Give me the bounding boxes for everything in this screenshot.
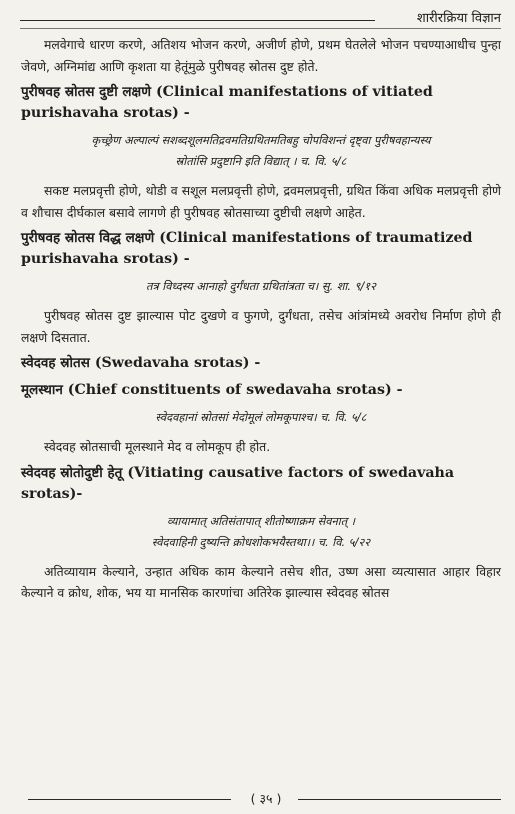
verse-sushruta-9-12: तत्र विध्दस्य आनाहो दुर्गंधता ग्रथितांत्रता च। सु. शा. ९/१२ [146, 280, 376, 293]
page-number: ( ३५ ) [250, 791, 282, 806]
header-rule [20, 20, 375, 21]
running-title: शारीरक्रिया विज्ञान [416, 11, 501, 26]
heading-english: (Vitiating causative factors of swedavaha srotas)- [21, 464, 455, 502]
heading-swedavaha-causes [21, 463, 501, 505]
paragraph-mulasthana: स्वेदवह स्रोतसाची मूलस्थाने मेद व लोमकूप ही होत. [44, 439, 271, 454]
paragraph-causes-purishavaha: मलवेगाचे धारण करणे, अतिशय भोजन करणे, अजीर्ण होणे, प्रथम घेतलेले भोजन पचण्याआधीच पुन्हा जेवणे, अग्निमांद्य आणि कृशता या हेतूंमुळे पुरीषवह स्रोतस दुष्ट होते. [21, 37, 501, 74]
verse-line: स्वेदवाहिनी दुष्यन्ति क्रोधशोकभयैस्तथा।। च. वि. ५/२२ [151, 535, 371, 549]
paragraph-swedavaha-causes: अतिव्यायाम केल्याने, उन्हात अधिक काम केल्याने तसेच शीत, उष्ण असा व्यत्यासात आहार विहार केल्याने व क्रोध, शोक, भय या मानसिक कारणांचा अतिरेक झाल्यास स्वेदवह स्रोतस [21, 563, 501, 600]
footer-rule-left [28, 799, 231, 800]
verse-charaka-5-8-sweda: स्वेदवहानां स्रोतसां मेदोमूलं लोमकूपाश्च। च. वि. ५/८ [155, 411, 367, 424]
verse-charaka-5-8-purisha [21, 130, 501, 172]
heading-marathi: स्वेदवह स्रोतस [21, 355, 90, 371]
heading-marathi: स्वेदवह स्रोतोदुष्टी हेतू [21, 464, 123, 481]
heading-mulasthana [21, 380, 501, 401]
heading-marathi: पुरीषवह स्रोतस दुष्टी लक्षणे [21, 84, 151, 100]
paragraph-symptoms-traumatized: पुरीषवह स्रोतस दुष्ट झाल्यास पोट दुखणे व फुगणे, दुर्गंधता, तसेच आंत्रांमध्ये अवरोध निर्माण होणे ही लक्षणे दिसतात. [21, 308, 501, 345]
verse-charaka-5-22 [21, 511, 501, 553]
verse-line: व्यायामात् अतिसंतापात् शीतोष्णाक्रम सेवनात् । [166, 514, 356, 528]
header-underline [20, 28, 501, 29]
heading-marathi: पुरीषवह स्रोतस विद्ध लक्षणे [21, 230, 155, 246]
running-header [20, 6, 501, 28]
heading-vitiated-purishavaha [21, 82, 501, 124]
heading-swedavaha-srotas [21, 353, 501, 374]
paragraph-symptoms-vitiated: सकष्ट मलप्रवृत्ती होणे, थोडी व सशूल मलप्रवृत्ती होणे, द्रवमलप्रवृत्ती, ग्रथित किंवा अधिक मलप्रवृत्ती होणे व शौचास दीर्घकाल बसावे लागणे ही पुरीषवह स्रोतसाच्या दुष्टीची लक्षणे आहेत. [21, 183, 501, 220]
heading-english: (Chief constituents of swedavaha srotas) - [67, 382, 403, 398]
footer-rule-right [298, 799, 501, 800]
verse-line: स्रोतांसि प्रदुष्टानि इति विद्यात् । च. वि. ५/८ [175, 155, 347, 168]
heading-english: (Clinical manifestations of traumatized purishavaha srotas) - [21, 230, 473, 267]
page-footer [28, 790, 501, 808]
heading-marathi: मूलस्थान [21, 382, 63, 398]
heading-english: (Swedavaha srotas) - [94, 355, 261, 371]
page-body [21, 34, 501, 609]
heading-traumatized-purishavaha [21, 228, 501, 270]
heading-english: (Clinical manifestations of vitiated purishavaha srotas) - [21, 84, 433, 121]
verse-line: कृच्छ्रेण अल्पाल्पं सशब्दशूलमतिद्रवमतिग्रथितमतिबहु चोपविशन्तं दृष्ट्वा पुरीषवहान्यस्य [91, 134, 431, 147]
